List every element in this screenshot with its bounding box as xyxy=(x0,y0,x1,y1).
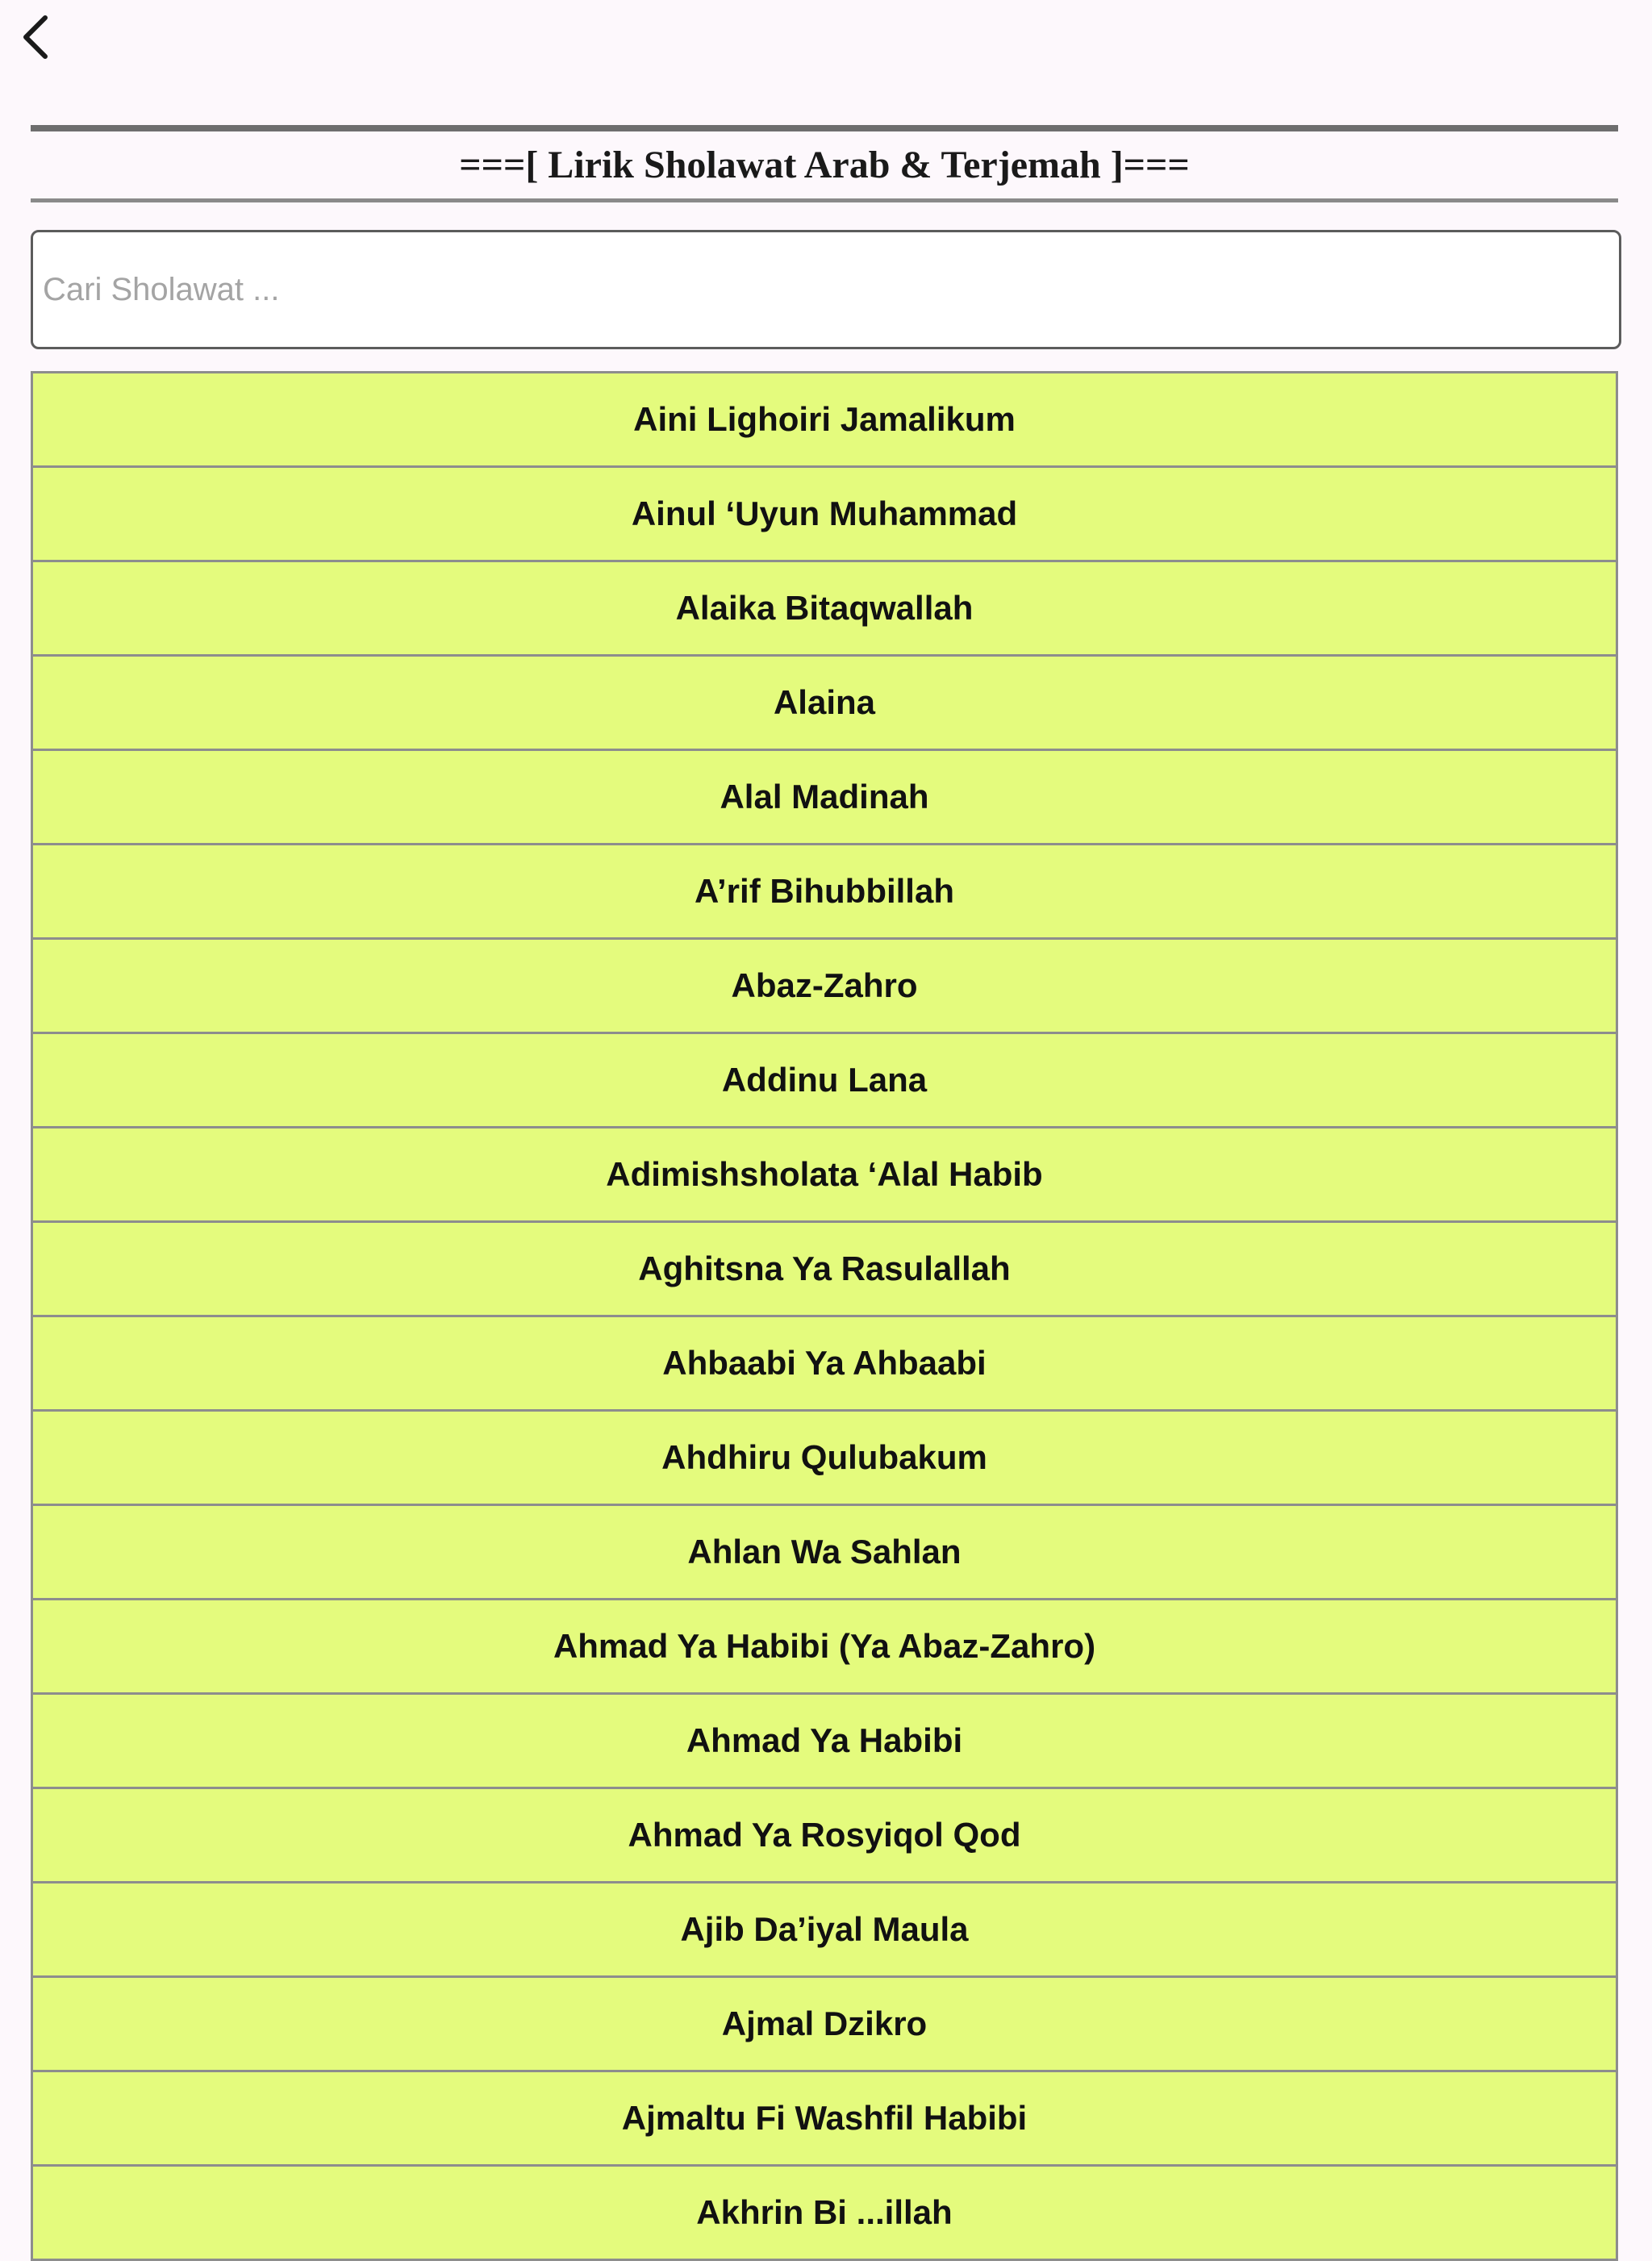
list-item[interactable]: Alaika Bitaqwallah xyxy=(33,562,1616,657)
chevron-left-icon xyxy=(19,13,52,61)
back-button[interactable] xyxy=(11,10,60,65)
list-item[interactable]: A’rif Bihubbillah xyxy=(33,845,1616,940)
sholawat-list xyxy=(31,371,1618,2261)
list-item[interactable]: Ajmaltu Fi Washfil Habibi xyxy=(33,2072,1616,2167)
list-item[interactable]: Ainul ‘Uyun Muhammad xyxy=(33,468,1616,562)
list-item[interactable]: Addinu Lana xyxy=(33,1034,1616,1128)
list-item[interactable]: Ahbaabi Ya Ahbaabi xyxy=(33,1317,1616,1412)
list-item[interactable]: Aghitsna Ya Rasulallah xyxy=(33,1223,1616,1317)
list-item[interactable]: Aini Lighoiri Jamalikum xyxy=(33,373,1616,468)
header-divider-bottom xyxy=(31,198,1618,202)
search-input[interactable] xyxy=(31,230,1621,349)
list-item[interactable]: Ahmad Ya Rosyiqol Qod xyxy=(33,1789,1616,1883)
page-title: ===[ Lirik Sholawat Arab & Terjemah ]=== xyxy=(459,144,1190,186)
list-item[interactable]: Alal Madinah xyxy=(33,751,1616,845)
list-item[interactable]: Ahmad Ya Habibi (Ya Abaz-Zahro) xyxy=(33,1600,1616,1695)
list-item[interactable]: Akhrin Bi ...illah xyxy=(33,2167,1616,2261)
list-item[interactable]: Ajib Da’iyal Maula xyxy=(33,1883,1616,1978)
list-item[interactable]: Ahlan Wa Sahlan xyxy=(33,1506,1616,1600)
list-item[interactable]: Alaina xyxy=(33,657,1616,751)
top-bar xyxy=(0,0,1652,89)
list-item[interactable]: Adimishsholata ‘Alal Habib xyxy=(33,1128,1616,1223)
list-item[interactable]: Abaz-Zahro xyxy=(33,940,1616,1034)
list-item[interactable]: Ahmad Ya Habibi xyxy=(33,1695,1616,1789)
list-item[interactable]: Ajmal Dzikro xyxy=(33,1978,1616,2072)
list-item[interactable]: Ahdhiru Qulubakum xyxy=(33,1412,1616,1506)
header-divider-top xyxy=(31,125,1618,131)
